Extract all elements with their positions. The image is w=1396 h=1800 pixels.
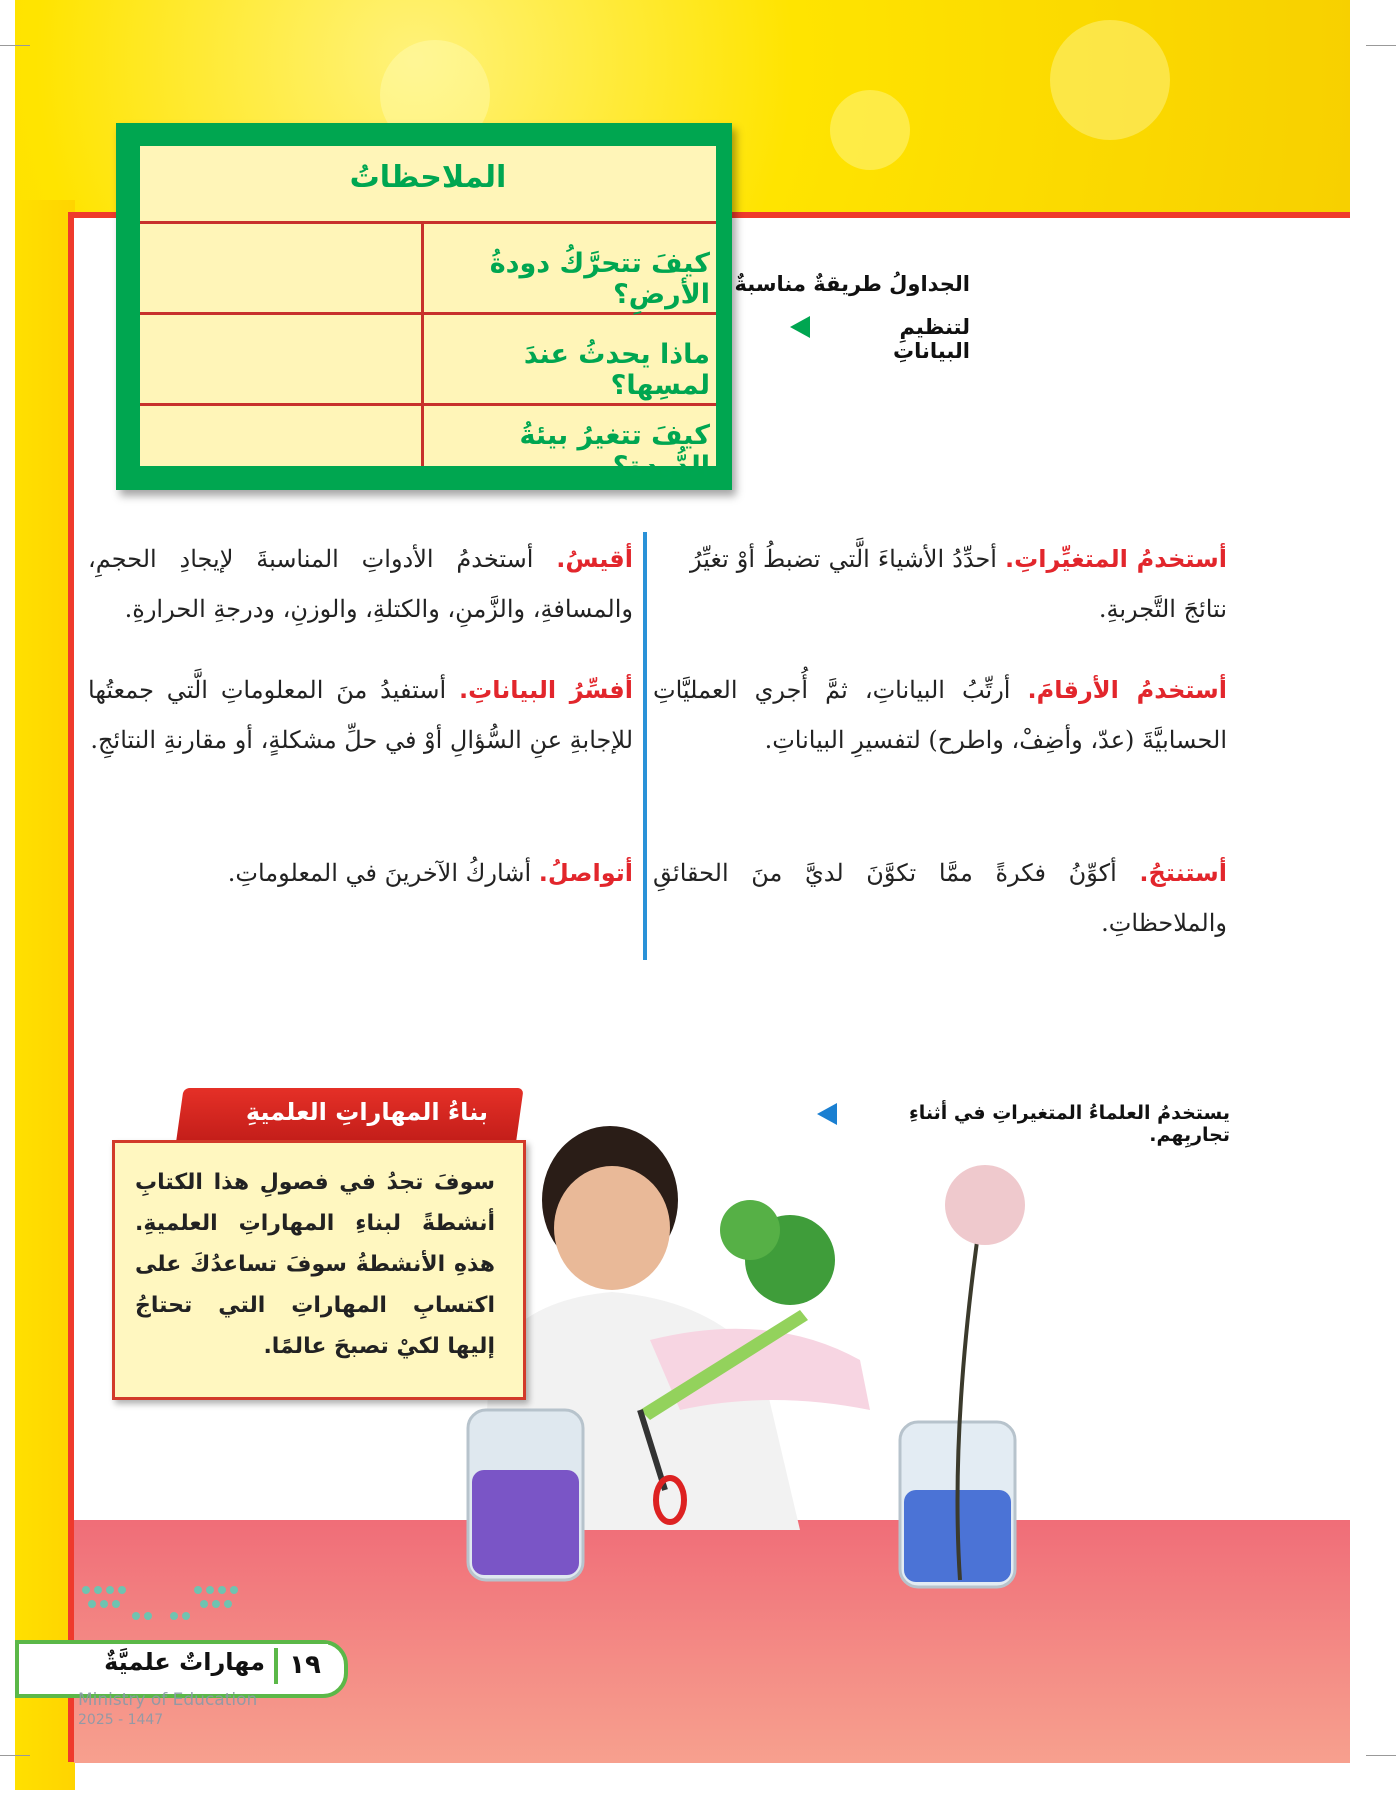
- table-row-question: كيفَ تتغيرُ بيئةُ الدُّودةِ؟: [519, 420, 710, 482]
- skill-term: أستخدمُ الأرقامَ.: [1027, 676, 1228, 704]
- watermark-year: 2025 - 1447: [78, 1712, 164, 1728]
- column-divider: [643, 532, 647, 960]
- skill-term: أتواصلُ.: [538, 859, 633, 887]
- table-rule: [140, 221, 716, 224]
- skill-measure: [88, 534, 633, 634]
- skill-infer: [653, 848, 1227, 948]
- boy-face: [554, 1166, 670, 1290]
- side-caption-line1: الجداولُ طريقةٌ مناسبةٌ: [734, 272, 970, 296]
- skills-box-text: سوفَ تجدُ في فصولِ هذا الكتابِ أنشطةً لبناءِ المهاراتِ العلميةِ. هذهِ الأنشطةُ سوفَ تساعدُكَ على اكتسابِ المهاراتِ التي تحتاجُ إليها لكيْ تصبحَ عالمًا.: [135, 1170, 495, 1359]
- skill-description: أكوِّنُ فكرةً ممَّا تكوَّنَ لديَّ منَ الحقائقِ والملاحظاتِ.: [653, 859, 1227, 937]
- skill-interpret-data: [88, 665, 633, 765]
- skill-description: أحدِّدُ الأشياءَ الَّتي تضبطُ أوْ تغيِّرُ نتائجَ التَّجربةِ.: [690, 545, 1227, 623]
- photo-caption: يستخدمُ العلماءُ المتغيراتِ في أثناءِ تجاربِهم.: [909, 1102, 1230, 1146]
- skill-use-numbers: [653, 665, 1227, 765]
- table-header: الملاحظاتُ: [349, 160, 507, 195]
- decorative-yellow-margin: [15, 200, 75, 1790]
- decorative-bubble: [830, 90, 910, 170]
- left-jar-water: [472, 1470, 579, 1575]
- decorative-bubble: [1050, 20, 1170, 140]
- table-rule: [140, 312, 716, 315]
- footer-divider: [274, 1648, 278, 1684]
- crop-mark: [1366, 1755, 1396, 1756]
- skill-description: أشاركُ الآخرينَ في المعلوماتِ.: [227, 859, 539, 887]
- skill-description: أرتِّبُ البياناتِ، ثمَّ أُجري العمليَّاتِ الحسابيَّةَ (عدّ، وأضِفْ، واطرح) لتفسيرِ البياناتِ.: [653, 676, 1227, 754]
- side-caption-line2: لتنظيمِ البياناتِ: [893, 315, 970, 363]
- table-column-rule: [421, 221, 424, 466]
- crop-mark: [0, 45, 30, 46]
- table-row-question: كيفَ تتحرَّكُ دودةُ الأرضِ؟: [489, 248, 710, 310]
- watermark-text: Ministry of Education: [78, 1690, 258, 1710]
- pointer-triangle-icon: [790, 316, 810, 338]
- experiment-photo: [440, 1110, 1060, 1600]
- rose-flower: [945, 1165, 1025, 1245]
- skill-communicate: [88, 848, 633, 898]
- pointer-triangle-icon: [817, 1103, 837, 1125]
- ministry-logo-icon: [78, 1580, 248, 1630]
- skill-description: أستخدمُ الأدواتِ المناسبةَ لإيجادِ الحجمِ، والمسافةِ، والزَّمنِ، والكتلةِ، والوزنِ، ودرجةِ الحرارةِ.: [88, 545, 633, 623]
- skill-term: أستنتجُ.: [1139, 859, 1227, 887]
- celery-leaves: [720, 1200, 780, 1260]
- skill-term: أقيسُ.: [556, 545, 633, 573]
- skill-term: أستخدمُ المتغيِّراتِ.: [1005, 545, 1228, 573]
- table-row-question: ماذا يحدثُ عندَ لمسِها؟: [523, 339, 710, 401]
- crop-mark: [1366, 45, 1396, 46]
- skill-term: أفسِّرُ البياناتِ.: [459, 676, 633, 704]
- crop-mark: [0, 1755, 30, 1756]
- table-rule: [140, 403, 716, 406]
- skill-use-variables: [690, 534, 1227, 634]
- skills-box-title: بناءُ المهاراتِ العلميةِ: [245, 1098, 488, 1126]
- skill-description: أستفيدُ منَ المعلوماتِ الَّتي جمعتُها للإجابةِ عنِ السُّؤالِ أوْ في حلِّ مشكلةٍ، أو مقارنةِ النتائجِ.: [88, 676, 633, 754]
- chapter-title: مهاراتٌ علميَّةٌ: [104, 1648, 265, 1676]
- page-number: ١٩: [282, 1644, 328, 1686]
